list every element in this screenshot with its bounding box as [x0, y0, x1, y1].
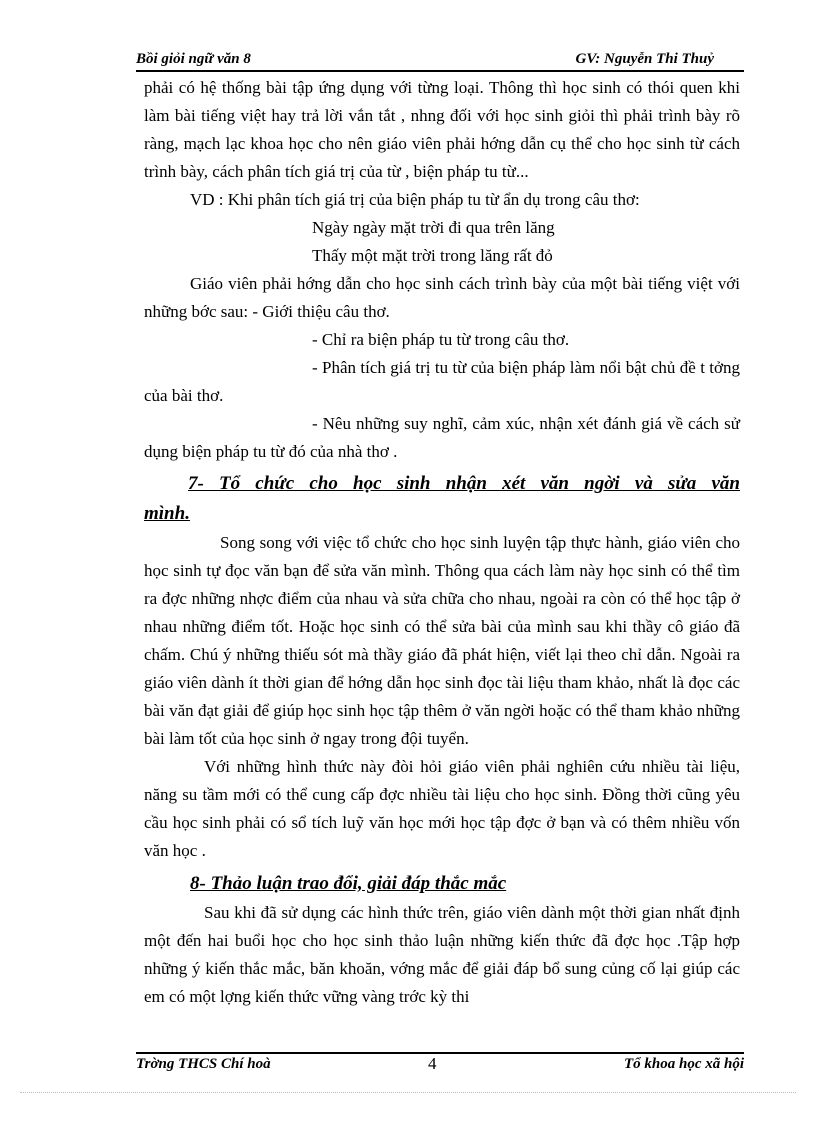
step-2: - Chỉ ra biện pháp tu từ trong câu thơ.: [312, 330, 570, 349]
step-3: - Phân tích giá trị tu từ của biện pháp làm nổi bật chủ đề t tởng của bài thơ.: [144, 358, 740, 405]
header-author: GV: Nguyễn Thi Thuỷ: [575, 51, 714, 67]
poem-line-1: Ngày ngày mặt trời đi qua trên lăng: [312, 218, 555, 237]
footer-department: Tổ khoa học xã hội: [623, 1056, 744, 1072]
footer-school: Trờng THCS Chí hoà: [136, 1056, 271, 1072]
page-header: [136, 50, 744, 72]
page-number: 4: [428, 1054, 437, 1073]
section-heading-8: 8- Thảo luận trao đổi, giải đáp thắc mắc: [190, 873, 507, 894]
paragraph-1: phải có hệ thống bài tập ứng dụng với từng loại. Thông thì học sinh có thói quen khi làm bài tiếng việt hay trả lời vắn tắt , nhng đối với học sinh giỏi thì phải trình bày rõ ràng, mạch lạc khoa học cho nên giáo viên phải hớng dẫn cụ thể cho học sinh từ cách trình bày, cách phân tích giá trị của từ , biện pháp tu từ...: [144, 78, 740, 181]
page-edge-divider: [20, 1092, 796, 1093]
step-4: - Nêu những suy nghĩ, cảm xúc, nhận xét đánh giá về cách sử dụng biện pháp tu từ đó của nhà thơ .: [144, 414, 740, 461]
paragraph-5: Sau khi đã sử dụng các hình thức trên, giáo viên dành một thời gian nhất định một đến hai buổi học cho học sinh thảo luận những kiến thức đã đợc học .Tập hợp những ý kiến thắc mắc, băn khoăn, vớng mắc để giải đáp bổ sung củng cố lại giúp các em có một lợng kiến thức vững vàng trớc kỳ thi: [144, 903, 740, 1006]
header-title: Bồi giỏi ngữ văn 8: [136, 51, 251, 67]
page-body: [144, 74, 740, 1011]
paragraph-2: Giáo viên phải hớng dẫn cho học sinh cách trình bày của một bài tiếng việt với những bớc sau: - Giới thiệu câu thơ.: [144, 274, 740, 321]
poem-line-2: Thấy một mặt trời trong lăng rất đỏ: [312, 246, 553, 265]
section-heading-7: 7- Tổ chức cho học sinh nhận xét văn ngời và sửa văn mình.: [144, 473, 740, 524]
example-line: VD : Khi phân tích giá trị của biện pháp tu từ ẩn dụ trong câu thơ:: [190, 190, 640, 209]
paragraph-4: Với những hình thức này đòi hỏi giáo viên phải nghiên cứu nhiều tài liệu, năng su tầm mới có thể cung cấp đợc nhiều tài liệu cho học sinh. Đồng thời cũng yêu cầu học sinh phải có sổ tích luỹ văn học mới học tập đợc ở bạn và có thêm nhiều vốn văn học .: [144, 757, 740, 860]
page-footer: [136, 1052, 744, 1074]
paragraph-3: Song song với việc tổ chức cho học sinh luyện tập thực hành, giáo viên cho học sinh tự đọc văn bạn để sửa văn mình. Thông qua cách làm này học sinh có thể tìm ra đợc những nhợc điểm của nhau và sửa chữa cho nhau, ngoài ra còn có thể học tập ở nhau những điểm tốt. Hoặc học sinh có thể sửa bài của mình sau khi thầy cô giáo đã chấm. Chú ý những thiếu sót mà thầy giáo đã phát hiện, viết lại theo chỉ dẫn. Ngoài ra giáo viên dành ít thời gian để hớng dẫn học sinh đọc tài liệu tham khảo, nhất là đọc các bài văn đạt giải để giúp học sinh học tập thêm ở văn ngời hoặc có thể tham khảo những bài làm tốt của học sinh ở ngay trong đội tuyển.: [144, 533, 740, 748]
